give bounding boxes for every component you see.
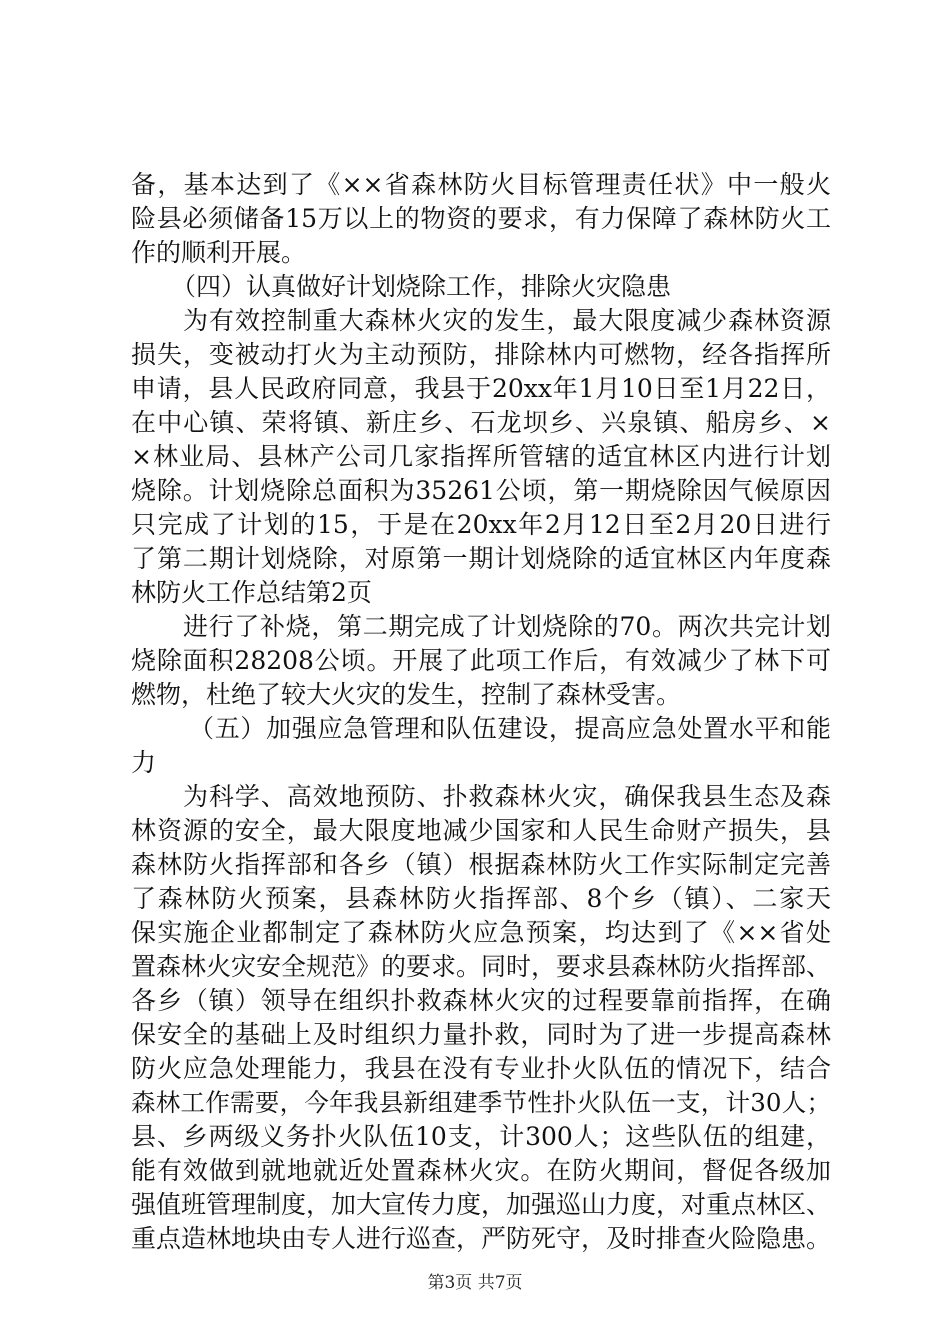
body-text-line: 林资源的安全，最大限度地减少国家和人民生命财产损失，县	[131, 816, 831, 845]
page-number-label: 第3页 共7页	[427, 1273, 523, 1293]
body-text-line: 险县必须储备15万以上的物资的要求，有力保障了森林防火工	[131, 204, 831, 233]
body-text-line: 防火应急处理能力，我县在没有专业扑火队伍的情况下，结合	[131, 1054, 831, 1083]
section-heading-5-cont: 力	[131, 748, 157, 777]
body-text-line: 了森林防火预案，县森林防火指挥部、8个乡（镇）、二家天	[131, 884, 831, 913]
body-text-line: ×林业局、县林产公司几家指挥所管辖的适宜林区内进行计划	[131, 442, 831, 471]
body-text-line: 各乡（镇）领导在组织扑救森林火灾的过程要靠前指挥，在确	[131, 986, 831, 1015]
body-text-line: 只完成了计划的15，于是在20xx年2月12日至2月20日进行	[131, 510, 831, 539]
body-text-line: 在中心镇、荣将镇、新庄乡、石龙坝乡、兴泉镇、船房乡、×	[131, 408, 831, 437]
body-text-line: 强值班管理制度，加大宣传力度，加强巡山力度，对重点林区、	[131, 1190, 832, 1219]
body-text-line: 损失，变被动打火为主动预防，排除林内可燃物，经各指挥所	[131, 340, 831, 369]
page-footer	[0, 1272, 950, 1294]
body-text-line: 置森林火灾安全规范》的要求。同时，要求县森林防火指挥部、	[131, 952, 832, 981]
body-text-line: 保实施企业都制定了森林防火应急预案，均达到了《××省处	[131, 918, 831, 947]
body-text-line: 烧除面积28208公顷。开展了此项工作后，有效减少了林下可	[131, 646, 831, 675]
section-heading-5: （五）加强应急管理和队伍建设，提高应急处置水平和能	[189, 714, 831, 743]
body-text-line: 能有效做到就地就近处置森林火灾。在防火期间，督促各级加	[131, 1156, 831, 1185]
body-text-line: 为科学、高效地预防、扑救森林火灾，确保我县生态及森	[183, 782, 831, 811]
body-text-line: 进行了补烧，第二期完成了计划烧除的70。两次共完计划	[183, 612, 831, 641]
body-text-line: 备，基本达到了《××省森林防火目标管理责任状》中一般火	[131, 170, 831, 199]
document-body	[131, 168, 831, 1256]
body-text-line: 森林防火指挥部和各乡（镇）根据森林防火工作实际制定完善	[131, 850, 831, 879]
body-text-line: 林防火工作总结第2页	[131, 578, 372, 607]
body-text-line: 申请，县人民政府同意，我县于20xx年1月10日至1月22日，	[131, 374, 831, 403]
section-heading-4: （四）认真做好计划烧除工作，排除火灾隐患	[171, 272, 672, 301]
body-text-line: 保安全的基础上及时组织力量扑救，同时为了进一步提高森林	[131, 1020, 831, 1049]
body-text-line: 燃物，杜绝了较大火灾的发生，控制了森林受害。	[131, 680, 682, 709]
body-text-line: 森林工作需要，今年我县新组建季节性扑火队伍一支，计30人；	[131, 1088, 831, 1117]
body-text-line: 为有效控制重大森林火灾的发生，最大限度减少森林资源	[183, 306, 831, 335]
body-text-line: 烧除。计划烧除总面积为35261公顷，第一期烧除因气候原因	[131, 476, 831, 505]
body-text-line: 县、乡两级义务扑火队伍10支，计300人；这些队伍的组建，	[131, 1122, 831, 1151]
body-text-line: 重点造林地块由专人进行巡查，严防死守，及时排查火险隐患。	[131, 1224, 832, 1253]
body-text-line: 作的顺利开展。	[131, 238, 307, 267]
body-text-line: 了第二期计划烧除，对原第一期计划烧除的适宜林区内年度森	[131, 544, 831, 573]
